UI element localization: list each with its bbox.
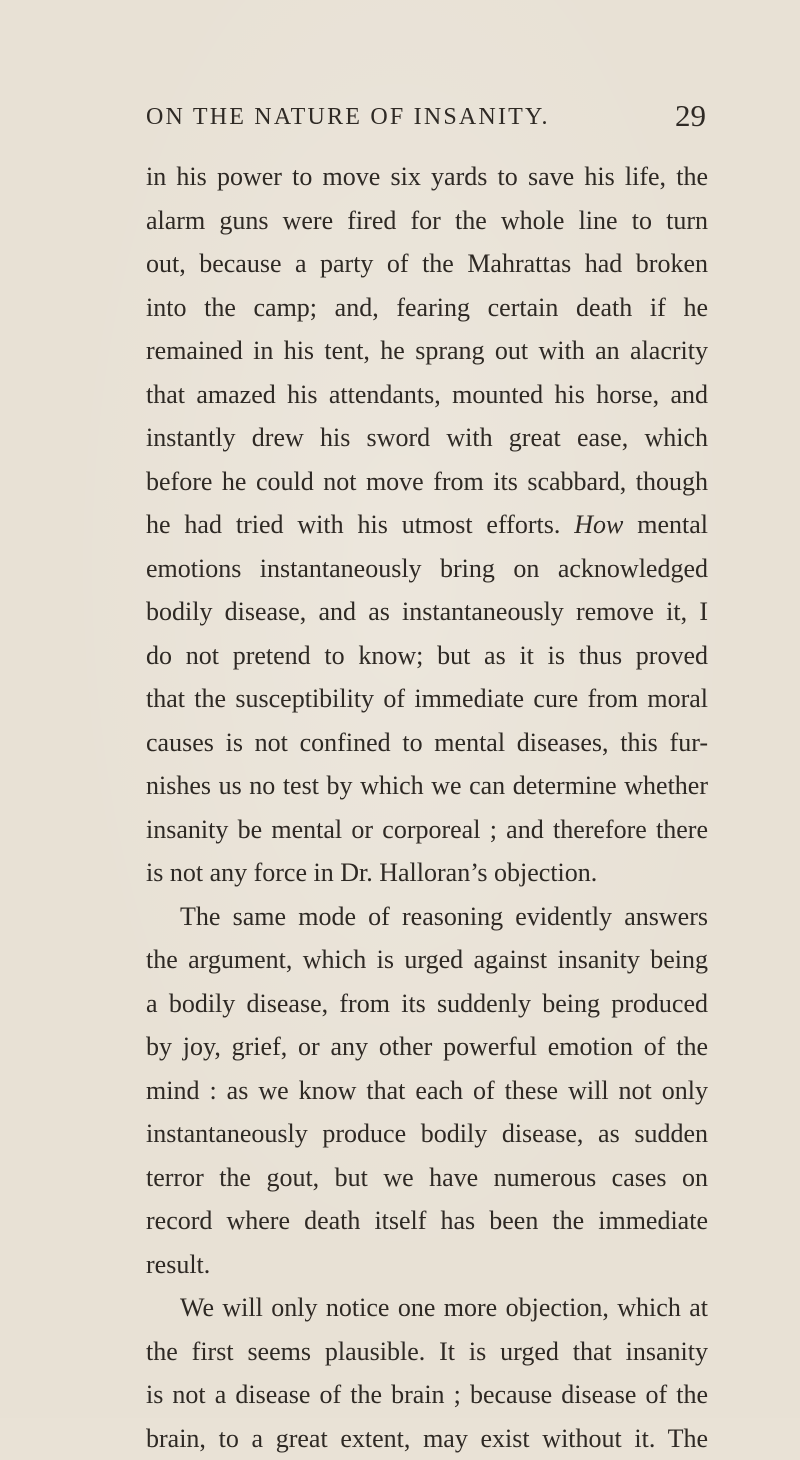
text-line: in his power to move six yards to save his life, the: [146, 155, 708, 199]
text-line: [146, 503, 708, 547]
text-line: a bodily disease, from its suddenly being produced: [146, 982, 708, 1026]
text-line: out, because a party of the Mahrattas had broken: [146, 242, 708, 286]
text-line: into the camp; and, fearing certain death if he: [146, 286, 708, 330]
text-line: before he could not move from its scabbard, though: [146, 460, 708, 504]
text-line: nishes us no test by which we can determine whether: [146, 764, 708, 808]
text-line: is not any force in Dr. Halloran’s objection.: [146, 851, 708, 895]
text-line: remained in his tent, he sprang out with an alacrity: [146, 329, 708, 373]
text-line: The same mode of reasoning evidently answers: [146, 895, 708, 939]
text-line: alarm guns were fired for the whole line to turn: [146, 199, 708, 243]
running-head-title: ON THE NATURE OF INSANITY.: [146, 104, 550, 131]
text-line: that the susceptibility of immediate cure from moral: [146, 677, 708, 721]
text-line: is not a disease of the brain ; because disease of the: [146, 1373, 708, 1417]
body-text: [146, 155, 708, 1460]
text-line: emotions instantaneously bring on acknowledged: [146, 547, 708, 591]
text-line: that amazed his attendants, mounted his horse, and: [146, 373, 708, 417]
text-line: instantaneously produce bodily disease, as sudden: [146, 1112, 708, 1156]
text-line: terror the gout, but we have numerous cases on: [146, 1156, 708, 1200]
text-line: We will only notice one more objection, which at: [146, 1286, 708, 1330]
text-line: by joy, grief, or any other powerful emotion of the: [146, 1025, 708, 1069]
text-line: brain, to a great extent, may exist without it. The: [146, 1417, 708, 1460]
text-line: the argument, which is urged against insanity being: [146, 938, 708, 982]
text-line: mind : as we know that each of these will not only: [146, 1069, 708, 1113]
text-line: do not pretend to know; but as it is thus proved: [146, 634, 708, 678]
italic-emphasis: How: [574, 510, 623, 539]
text-line: instantly drew his sword with great ease, which: [146, 416, 708, 460]
text-line: the first seems plausible. It is urged that insanity: [146, 1330, 708, 1374]
text-line: bodily disease, and as instantaneously remove it, I: [146, 590, 708, 634]
text-line: insanity be mental or corporeal ; and therefore there: [146, 808, 708, 852]
text-segment: he had tried with his utmost efforts.: [146, 510, 574, 539]
text-line: causes is not confined to mental diseases, this fur-: [146, 721, 708, 765]
text-segment: mental: [623, 510, 708, 539]
text-line: record where death itself has been the immediate: [146, 1199, 708, 1243]
page-number: 29: [675, 98, 706, 134]
running-head: [146, 104, 706, 140]
text-line: result.: [146, 1243, 708, 1287]
